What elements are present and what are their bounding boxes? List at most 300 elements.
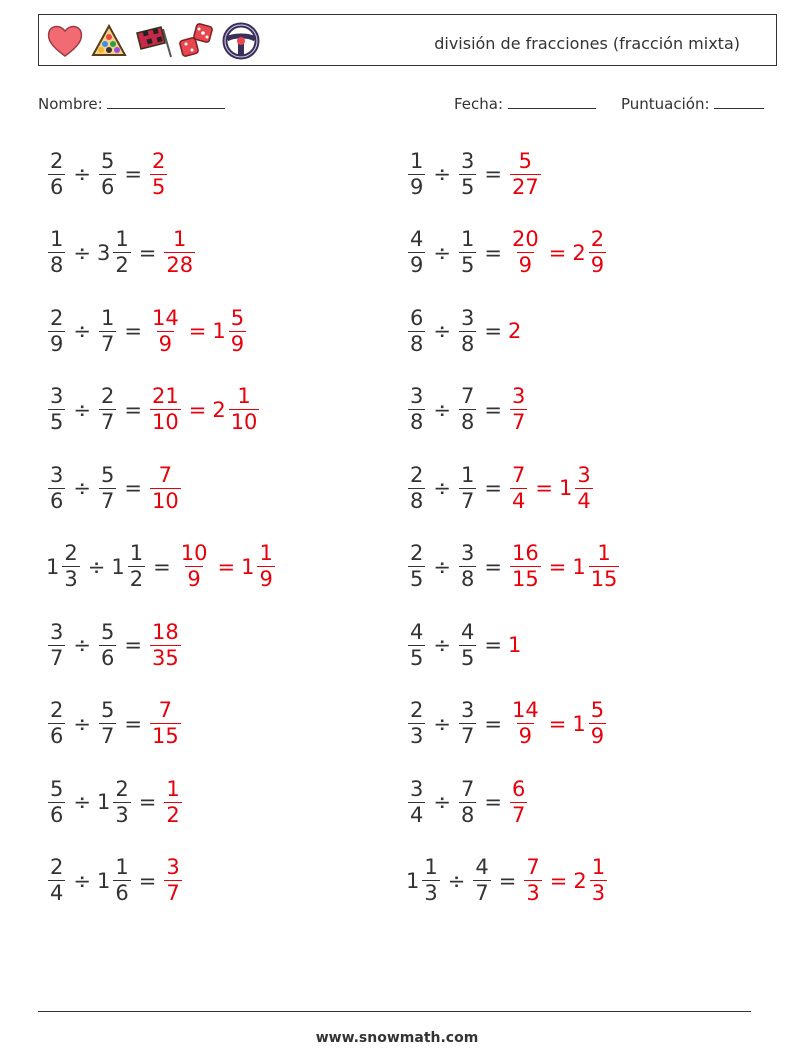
answer-denominator: 9 bbox=[158, 331, 173, 356]
footer-divider bbox=[38, 1011, 751, 1012]
dividend-fraction bbox=[408, 541, 425, 592]
answer-denominator: 15 bbox=[151, 724, 179, 748]
dividend-numerator: 3 bbox=[50, 619, 64, 644]
divisor-denominator: 5 bbox=[460, 645, 475, 670]
divisor-denominator: 7 bbox=[100, 410, 115, 434]
answer-numerator: 20 bbox=[511, 227, 539, 251]
divisor-denominator: 2 bbox=[129, 567, 144, 591]
answer-numerator: 7 bbox=[158, 698, 173, 722]
dividend-denominator: 6 bbox=[50, 724, 64, 748]
answer bbox=[508, 541, 543, 592]
dividend-numerator: 2 bbox=[50, 698, 64, 722]
dividend-fraction bbox=[408, 149, 425, 200]
answer-denominator: 9 bbox=[230, 331, 245, 356]
problem-item bbox=[406, 610, 522, 680]
score-field[interactable] bbox=[621, 94, 764, 113]
divisor-fraction bbox=[459, 777, 476, 828]
worksheet-title: división de fracciones (fracción mixta) bbox=[434, 34, 740, 53]
divisor-fraction bbox=[459, 620, 476, 671]
problem-item bbox=[406, 139, 543, 209]
divisor-fraction bbox=[459, 541, 476, 592]
equals-sign: = bbox=[124, 711, 142, 736]
dividend-denominator: 8 bbox=[50, 253, 64, 277]
answer-numerator: 7 bbox=[158, 462, 173, 487]
answer-denominator: 15 bbox=[590, 567, 618, 591]
divide-sign: ÷ bbox=[73, 868, 91, 893]
dividend-numerator: 1 bbox=[410, 148, 424, 173]
answer-fraction bbox=[164, 855, 181, 906]
answer bbox=[508, 633, 522, 657]
answer-numerator: 1 bbox=[166, 776, 180, 801]
dividend-fraction bbox=[408, 620, 425, 671]
divisor-numerator: 4 bbox=[460, 619, 475, 644]
dividend-numerator: 2 bbox=[410, 541, 424, 565]
dividend-denominator: 5 bbox=[410, 567, 424, 591]
problem-item bbox=[406, 218, 608, 288]
answer bbox=[572, 227, 608, 278]
divisor-fraction bbox=[99, 149, 116, 200]
divisor-numerator: 7 bbox=[460, 776, 475, 801]
divisor-denominator: 6 bbox=[115, 881, 129, 905]
dividend-fraction bbox=[62, 541, 79, 592]
racing-flag-icon bbox=[133, 21, 173, 61]
dividend-fraction bbox=[408, 463, 425, 514]
equals-sign: = bbox=[484, 476, 502, 500]
dividend-numerator: 2 bbox=[50, 305, 64, 330]
equals-sign: = bbox=[217, 554, 236, 579]
problem-item bbox=[46, 610, 183, 680]
dividend-fraction bbox=[408, 306, 425, 357]
dividend-numerator: 2 bbox=[50, 855, 64, 879]
divisor-fraction bbox=[459, 463, 476, 514]
problem-item bbox=[46, 218, 197, 288]
dividend-fraction bbox=[408, 698, 425, 749]
divisor-numerator: 5 bbox=[100, 619, 115, 644]
answer bbox=[162, 855, 183, 906]
answer-fraction bbox=[150, 384, 181, 435]
problem-item bbox=[406, 846, 609, 916]
worksheet-header bbox=[38, 14, 777, 66]
answer bbox=[508, 463, 529, 514]
answer-denominator: 4 bbox=[577, 488, 591, 513]
equals-sign: = bbox=[124, 633, 142, 657]
problem-item bbox=[406, 767, 529, 837]
problem-item bbox=[46, 139, 169, 209]
answer-denominator: 7 bbox=[511, 410, 526, 434]
answer bbox=[148, 384, 183, 435]
dividend-numerator: 6 bbox=[410, 305, 424, 330]
dividend-numerator: 2 bbox=[410, 698, 424, 722]
answer bbox=[148, 306, 183, 357]
divisor-whole: 1 bbox=[111, 554, 125, 579]
answer-fraction bbox=[590, 855, 607, 906]
dividend-whole: 1 bbox=[46, 554, 60, 579]
answer-denominator: 4 bbox=[511, 488, 526, 513]
answer-whole: 1 bbox=[212, 319, 226, 343]
answer-fraction bbox=[179, 541, 210, 592]
dividend-fraction bbox=[422, 855, 439, 906]
dividend-numerator: 1 bbox=[50, 227, 64, 251]
answer-fraction bbox=[510, 149, 541, 200]
answer bbox=[572, 541, 621, 592]
dividend-denominator: 7 bbox=[50, 645, 64, 670]
answer-numerator: 2 bbox=[151, 148, 166, 173]
answer-whole: 2 bbox=[573, 868, 587, 893]
dividend-denominator: 3 bbox=[424, 881, 438, 905]
divide-sign: ÷ bbox=[433, 711, 451, 736]
answer bbox=[212, 384, 261, 435]
answer-fraction bbox=[524, 855, 541, 906]
equals-sign: = bbox=[138, 240, 157, 265]
divisor-whole: 1 bbox=[96, 790, 111, 814]
equals-sign: = bbox=[484, 711, 502, 736]
answer-denominator: 3 bbox=[591, 881, 606, 905]
dividend-fraction bbox=[48, 698, 65, 749]
equals-sign: = bbox=[188, 319, 207, 343]
equals-sign: = bbox=[124, 397, 142, 422]
answer-numerator: 1 bbox=[173, 227, 187, 251]
answer-fraction bbox=[589, 541, 620, 592]
divisor-denominator: 6 bbox=[100, 645, 115, 670]
divisor-denominator: 5 bbox=[460, 174, 475, 199]
equals-sign: = bbox=[484, 554, 502, 579]
answer-fraction bbox=[257, 541, 274, 592]
answer bbox=[508, 227, 543, 278]
dividend-denominator: 8 bbox=[410, 410, 424, 434]
divisor-fraction bbox=[459, 384, 476, 435]
answer-denominator: 9 bbox=[518, 724, 533, 748]
dividend-numerator: 2 bbox=[50, 148, 64, 173]
divide-sign: ÷ bbox=[73, 711, 91, 736]
answer-denominator: 5 bbox=[151, 174, 166, 199]
answer-denominator: 7 bbox=[166, 881, 180, 905]
dividend-fraction bbox=[48, 620, 65, 671]
divisor-numerator: 1 bbox=[100, 305, 115, 330]
divisor-denominator: 7 bbox=[100, 724, 115, 748]
divisor-denominator: 8 bbox=[460, 567, 475, 591]
answer-denominator: 10 bbox=[151, 488, 179, 513]
divisor-numerator: 3 bbox=[460, 698, 475, 722]
answer bbox=[148, 149, 169, 200]
equals-sign: = bbox=[484, 319, 502, 343]
answer-denominator: 3 bbox=[526, 881, 540, 905]
dividend-numerator: 1 bbox=[424, 855, 438, 879]
answer-denominator: 2 bbox=[166, 802, 180, 827]
answer-whole: 1 bbox=[558, 476, 573, 500]
equals-sign: = bbox=[548, 554, 567, 579]
answer-fraction bbox=[150, 620, 181, 671]
answer-fraction bbox=[229, 384, 260, 435]
answer bbox=[508, 777, 529, 828]
problem-item bbox=[46, 532, 277, 602]
divide-sign: ÷ bbox=[73, 633, 91, 657]
dividend-numerator: 3 bbox=[410, 776, 424, 801]
divide-sign: ÷ bbox=[433, 397, 451, 422]
answer-fraction bbox=[575, 463, 592, 514]
answer bbox=[508, 698, 543, 749]
answer-denominator: 10 bbox=[151, 410, 179, 434]
answer-fraction bbox=[589, 698, 606, 749]
divisor-numerator: 1 bbox=[115, 855, 129, 879]
answer-numerator: 21 bbox=[151, 384, 179, 408]
problem-item bbox=[46, 453, 183, 523]
divisor-fraction bbox=[99, 620, 116, 671]
problem-item bbox=[406, 453, 595, 523]
divide-sign: ÷ bbox=[73, 240, 91, 265]
answer-numerator: 1 bbox=[597, 541, 611, 565]
dividend-denominator: 9 bbox=[410, 174, 424, 199]
dividend-denominator: 9 bbox=[410, 253, 424, 277]
dividend-numerator: 4 bbox=[410, 619, 424, 644]
divisor-denominator: 7 bbox=[100, 488, 115, 513]
divide-sign: ÷ bbox=[433, 240, 451, 265]
equals-sign: = bbox=[484, 397, 502, 422]
equals-sign: = bbox=[535, 476, 553, 500]
answer-whole: 2 bbox=[507, 319, 522, 343]
equals-sign: = bbox=[484, 162, 502, 186]
divisor-fraction bbox=[113, 777, 130, 828]
equals-sign: = bbox=[484, 790, 502, 814]
answer-fraction bbox=[510, 463, 527, 514]
divisor-denominator: 7 bbox=[475, 881, 489, 905]
answer bbox=[162, 227, 197, 278]
dividend-numerator: 3 bbox=[410, 384, 424, 408]
answer-numerator: 1 bbox=[237, 384, 251, 408]
answer-numerator: 16 bbox=[511, 541, 539, 565]
dividend-denominator: 5 bbox=[50, 410, 64, 434]
dividend-numerator: 3 bbox=[50, 462, 64, 487]
answer bbox=[177, 541, 212, 592]
answer-fraction bbox=[164, 777, 181, 828]
dividend-denominator: 4 bbox=[410, 802, 424, 827]
answer-numerator: 2 bbox=[590, 227, 605, 251]
divisor-denominator: 7 bbox=[460, 488, 475, 513]
problem-item bbox=[46, 375, 261, 445]
divisor-numerator: 1 bbox=[460, 462, 475, 487]
name-field[interactable] bbox=[38, 94, 225, 113]
answer bbox=[148, 463, 183, 514]
problem-item bbox=[406, 532, 621, 602]
date-label: Fecha: bbox=[454, 95, 504, 113]
answer bbox=[148, 620, 183, 671]
divide-sign: ÷ bbox=[433, 633, 451, 657]
equals-sign: = bbox=[153, 554, 171, 579]
divisor-numerator: 5 bbox=[100, 698, 115, 722]
answer bbox=[522, 855, 543, 906]
divisor-denominator: 3 bbox=[115, 802, 129, 827]
divisor-numerator: 1 bbox=[129, 541, 144, 565]
answer-fraction bbox=[150, 698, 181, 749]
answer-fraction bbox=[510, 698, 541, 749]
steering-wheel-icon bbox=[221, 21, 261, 61]
answer-numerator: 10 bbox=[180, 541, 208, 565]
divide-sign: ÷ bbox=[73, 319, 91, 343]
dividend-denominator: 3 bbox=[410, 724, 424, 748]
divisor-fraction bbox=[459, 306, 476, 357]
dividend-denominator: 6 bbox=[50, 174, 64, 199]
dividend-denominator: 6 bbox=[50, 488, 64, 513]
divisor-numerator: 4 bbox=[475, 855, 489, 879]
dividend-fraction bbox=[408, 777, 425, 828]
dividend-fraction bbox=[48, 855, 65, 906]
answer-denominator: 9 bbox=[518, 253, 533, 277]
answer bbox=[508, 149, 543, 200]
divide-sign: ÷ bbox=[433, 162, 451, 186]
problem-item bbox=[46, 689, 183, 759]
dividend-fraction bbox=[48, 149, 65, 200]
divide-sign: ÷ bbox=[447, 868, 466, 893]
answer-denominator: 10 bbox=[230, 410, 258, 434]
answer-whole: 1 bbox=[572, 711, 586, 736]
answer-numerator: 6 bbox=[511, 776, 526, 801]
answer-fraction bbox=[510, 777, 527, 828]
answer-numerator: 18 bbox=[151, 619, 179, 644]
answer bbox=[148, 698, 183, 749]
footer-url: www.snowmath.com bbox=[315, 1030, 479, 1046]
equals-sign: = bbox=[549, 868, 568, 893]
equals-sign: = bbox=[498, 868, 517, 893]
divisor-denominator: 8 bbox=[460, 802, 475, 827]
answer-whole: 1 bbox=[507, 633, 522, 657]
divisor-fraction bbox=[473, 855, 490, 906]
divisor-fraction bbox=[459, 149, 476, 200]
equals-sign: = bbox=[188, 397, 207, 422]
divide-sign: ÷ bbox=[73, 476, 91, 500]
divisor-denominator: 7 bbox=[100, 331, 115, 356]
icon-strip bbox=[45, 21, 261, 61]
divide-sign: ÷ bbox=[433, 476, 451, 500]
divisor-denominator: 6 bbox=[100, 174, 115, 199]
equals-sign: = bbox=[138, 868, 157, 893]
divisor-numerator: 2 bbox=[100, 384, 115, 408]
divide-sign: ÷ bbox=[87, 554, 106, 579]
dividend-fraction bbox=[48, 384, 65, 435]
divisor-numerator: 3 bbox=[460, 305, 475, 330]
dividend-denominator: 6 bbox=[50, 802, 64, 827]
divisor-whole: 3 bbox=[96, 240, 111, 265]
divide-sign: ÷ bbox=[73, 162, 91, 186]
divisor-denominator: 5 bbox=[460, 253, 475, 277]
problem-item bbox=[406, 689, 608, 759]
answer-denominator: 9 bbox=[590, 724, 605, 748]
billiard-rack-icon bbox=[89, 21, 129, 61]
answer bbox=[241, 541, 277, 592]
divisor-fraction bbox=[113, 227, 130, 278]
answer-numerator: 7 bbox=[526, 855, 540, 879]
answer-whole: 1 bbox=[572, 554, 586, 579]
dividend-denominator: 9 bbox=[50, 331, 64, 356]
answer bbox=[508, 384, 529, 435]
dividend-denominator: 5 bbox=[410, 645, 424, 670]
heart-icon bbox=[45, 21, 85, 61]
answer-whole: 2 bbox=[212, 397, 226, 422]
score-blank[interactable] bbox=[714, 94, 764, 109]
answer bbox=[572, 698, 608, 749]
dividend-numerator: 3 bbox=[50, 384, 64, 408]
divide-sign: ÷ bbox=[433, 319, 451, 343]
dividend-fraction bbox=[48, 777, 65, 828]
divide-sign: ÷ bbox=[73, 790, 91, 814]
divisor-fraction bbox=[99, 306, 116, 357]
divide-sign: ÷ bbox=[73, 397, 91, 422]
answer-denominator: 9 bbox=[187, 567, 201, 591]
answer-denominator: 9 bbox=[590, 253, 605, 277]
answer bbox=[212, 306, 248, 357]
answer-numerator: 1 bbox=[591, 855, 606, 879]
equals-sign: = bbox=[548, 240, 567, 265]
divisor-numerator: 5 bbox=[100, 148, 115, 173]
answer-numerator: 3 bbox=[577, 462, 591, 487]
answer-whole: 1 bbox=[241, 554, 255, 579]
answer-fraction bbox=[150, 463, 181, 514]
answer-fraction bbox=[510, 227, 541, 278]
dividend-numerator: 2 bbox=[410, 462, 424, 487]
answer-fraction bbox=[589, 227, 606, 278]
answer-denominator: 35 bbox=[151, 645, 179, 670]
answer-fraction bbox=[164, 227, 195, 278]
answer-numerator: 5 bbox=[590, 698, 605, 722]
equals-sign: = bbox=[138, 790, 157, 814]
divisor-numerator: 2 bbox=[115, 776, 129, 801]
dice-icon bbox=[177, 21, 217, 61]
divisor-numerator: 3 bbox=[460, 541, 475, 565]
answer-denominator: 9 bbox=[259, 567, 273, 591]
divisor-fraction bbox=[99, 463, 116, 514]
answer-fraction bbox=[150, 149, 167, 200]
divisor-fraction bbox=[459, 698, 476, 749]
divisor-numerator: 5 bbox=[100, 462, 115, 487]
problem-item bbox=[406, 375, 529, 445]
dividend-numerator: 5 bbox=[50, 776, 64, 801]
name-blank[interactable] bbox=[107, 94, 225, 109]
divisor-fraction bbox=[99, 698, 116, 749]
divisor-denominator: 2 bbox=[115, 253, 129, 277]
divisor-denominator: 8 bbox=[460, 410, 475, 434]
problem-item bbox=[406, 296, 522, 366]
answer-fraction bbox=[510, 384, 527, 435]
divisor-fraction bbox=[113, 855, 130, 906]
date-blank[interactable] bbox=[508, 94, 596, 109]
equals-sign: = bbox=[484, 240, 502, 265]
divisor-denominator: 8 bbox=[460, 331, 475, 356]
divisor-fraction bbox=[459, 227, 476, 278]
answer-numerator: 5 bbox=[230, 305, 245, 330]
dividend-numerator: 2 bbox=[64, 541, 78, 565]
equals-sign: = bbox=[484, 633, 502, 657]
answer-denominator: 7 bbox=[511, 802, 526, 827]
dividend-denominator: 4 bbox=[50, 881, 64, 905]
answer bbox=[573, 855, 609, 906]
answer-denominator: 15 bbox=[511, 567, 539, 591]
divide-sign: ÷ bbox=[433, 554, 451, 579]
dividend-denominator: 3 bbox=[64, 567, 78, 591]
divisor-whole: 1 bbox=[96, 868, 111, 893]
dividend-denominator: 8 bbox=[410, 488, 424, 513]
answer-fraction bbox=[510, 541, 541, 592]
dividend-fraction bbox=[48, 463, 65, 514]
equals-sign: = bbox=[124, 162, 142, 186]
answer-numerator: 3 bbox=[511, 384, 526, 408]
answer-numerator: 14 bbox=[511, 698, 539, 722]
divisor-numerator: 1 bbox=[460, 227, 475, 251]
answer bbox=[162, 777, 183, 828]
date-field[interactable] bbox=[454, 94, 596, 113]
answer-denominator: 27 bbox=[511, 174, 539, 199]
problem-item bbox=[46, 767, 184, 837]
answer-fraction bbox=[229, 306, 246, 357]
answer bbox=[559, 463, 595, 514]
dividend-fraction bbox=[48, 306, 65, 357]
